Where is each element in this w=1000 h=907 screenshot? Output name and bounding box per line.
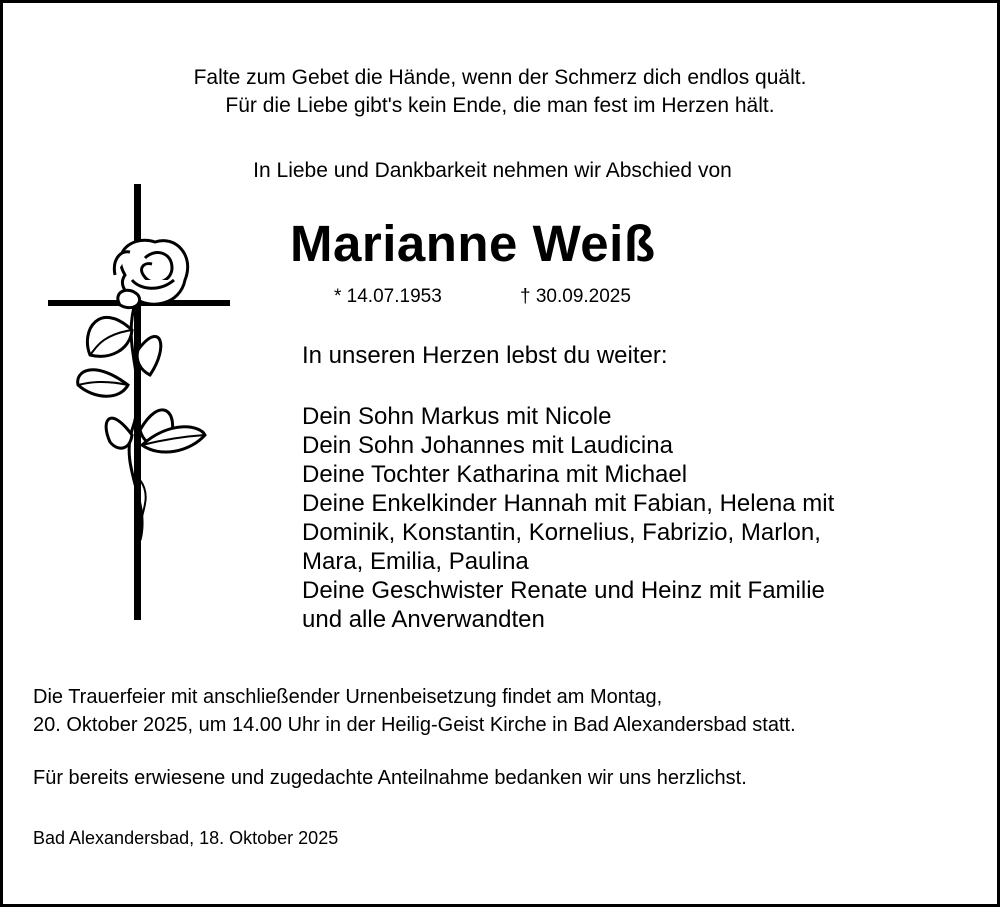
thanks-note: Für bereits erwiesene und zugedachte Anteilnahme bedanken wir uns herzlichst. [33,767,747,789]
deceased-name: Marianne Weiß [290,215,656,272]
service-notice [33,683,796,739]
place-date: Bad Alexandersbad, 18. Oktober 2025 [33,828,339,848]
birth-date: * 14.07.1953 [334,286,442,307]
service-line-1: Die Trauerfeier mit anschließender Urnenbeisetzung findet am Montag, [33,686,663,708]
family-line: Mara, Emilia, Paulina [302,548,529,575]
poem [0,64,1000,120]
family-line: Deine Geschwister Renate und Heinz mit Familie [302,577,825,604]
motto: In unseren Herzen lebst du weiter: [302,342,668,369]
family-line: Deine Enkelkinder Hannah mit Fabian, Helena mit [302,490,835,517]
family-line: Dein Sohn Markus mit Nicole [302,403,612,430]
family-line: Dominik, Konstantin, Kornelius, Fabrizio, Marlon, [302,519,821,546]
cross-with-rose-icon [40,180,240,630]
death-date: † 30.09.2025 [520,286,631,307]
family-list [302,402,834,634]
farewell-intro: In Liebe und Dankbarkeit nehmen wir Abschied von [253,159,732,182]
poem-line-1: Falte zum Gebet die Hände, wenn der Schmerz dich endlos quält. [193,66,807,89]
poem-line-2: Für die Liebe gibt's kein Ende, die man fest im Herzen hält. [225,94,775,117]
family-line: und alle Anverwandten [302,606,545,633]
family-line: Dein Sohn Johannes mit Laudicina [302,432,673,459]
family-line: Deine Tochter Katharina mit Michael [302,461,688,488]
service-line-2: 20. Oktober 2025, um 14.00 Uhr in der Heilig-Geist Kirche in Bad Alexandersbad statt. [33,714,796,736]
